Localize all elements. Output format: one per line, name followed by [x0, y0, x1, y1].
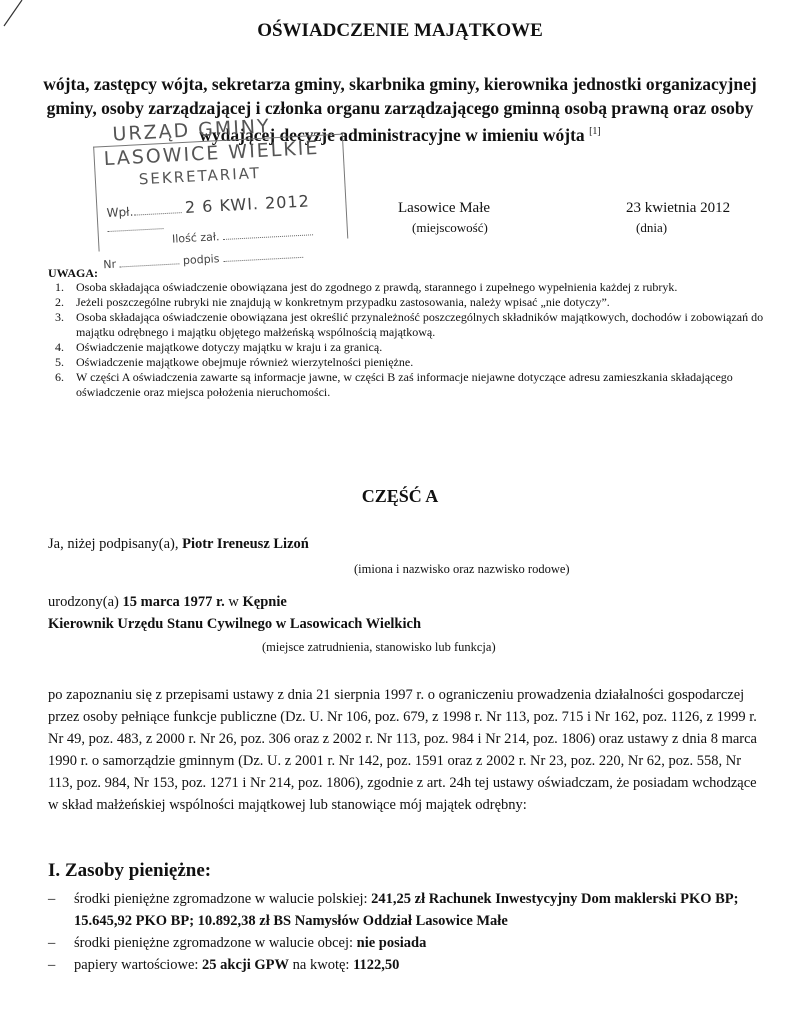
birth-date: 15 marca 1977 r.: [122, 594, 225, 610]
notes-list: [50, 280, 770, 400]
note-number: 4.: [55, 340, 64, 354]
stamp-line2: LASOWICE WIELKIE: [103, 136, 320, 171]
cash-items-list: [48, 888, 758, 976]
stamp-ilosc-label: Ilość zał.: [171, 230, 220, 246]
part-a-heading: CZĘŚĆ A: [361, 486, 439, 506]
position-line: Kierownik Urzędu Stanu Cywilnego w Lasowicach Wielkich: [48, 616, 422, 632]
birth-prefix: urodzony(a): [48, 594, 119, 610]
cash-item-foreign: [48, 932, 758, 954]
note-item: [50, 370, 770, 400]
cash-item-value: 241,25 zł Rachunek Inwestycyjny Dom maklerski PKO BP; 15.645,92 PKO BP; 10.892,38 zł BS Namysłów Oddział Lasowice Małe: [74, 891, 739, 929]
stamp-wpl-label: Wpł.: [106, 204, 134, 221]
cash-item-securities: [48, 954, 758, 976]
stamp-received-date: 2 6 KWI. 2012: [184, 191, 311, 217]
position-caption: (miejsce zatrudnienia, stanowisko lub funkcja): [262, 640, 496, 654]
signer-prefix: Ja, niżej podpisany(a),: [48, 536, 179, 552]
cash-item-label: środki pieniężne zgromadzone w walucie polskiej:: [74, 891, 368, 907]
note-text: Osoba składająca oświadczenie obowiązana jest do zgodnego z prawdą, starannego i zupełnego wypełnienia każdej z rubryk.: [76, 280, 678, 294]
note-text: Jeżeli poszczególne rubryki nie znajdują w konkretnym przypadku zastosowania, należy wpisać „nie dotyczy”.: [76, 295, 610, 309]
note-number: 5.: [55, 355, 64, 369]
note-text: Oświadczenie majątkowe dotyczy majątku w kraju i za granicą.: [76, 340, 383, 354]
birth-in: w: [228, 594, 239, 610]
signer-name-caption: (imiona i nazwisko oraz nazwisko rodowe): [354, 562, 570, 576]
section-heading-cash: I. Zasoby pieniężne:: [48, 860, 212, 881]
signer-line: [48, 536, 309, 553]
note-item: [50, 310, 770, 340]
cash-item-suffix: na kwotę:: [292, 957, 350, 973]
note-text: W części A oświadczenia zawarte są informacje jawne, w części B zaś informacje niejawne dotyczące adresu zamieszkania składającego oświadczenie oraz miejsca położenia nieruchomości.: [76, 370, 733, 399]
cash-item-value: 25 akcji GPW: [202, 957, 290, 973]
note-item: [50, 340, 770, 355]
footnote-marker: [1]: [589, 126, 601, 137]
stamp-line3: SEKRETARIAT: [138, 163, 262, 189]
note-item: [50, 280, 770, 295]
note-number: 3.: [55, 310, 64, 324]
cash-item-value: nie posiada: [356, 935, 427, 951]
note-item: [50, 295, 770, 310]
list-dash: –: [48, 957, 56, 973]
note-number: 1.: [55, 280, 64, 294]
note-text: Oświadczenie majątkowe obejmuje również wierzytelności pieniężne.: [76, 355, 414, 369]
signer-name: Piotr Ireneusz Lizoń: [182, 536, 309, 552]
document-title: OŚWIADCZENIE MAJĄTKOWE: [257, 20, 543, 41]
list-dash: –: [48, 935, 56, 951]
note-text: Osoba składająca oświadczenie obowiązana jest określić przynależność poszczególnych składników majątkowych, dochodów i zobowiązań do majątku odrębnego i majątku objętego małżeńską wspólnością majątkową.: [76, 310, 764, 339]
office-stamp: [92, 112, 352, 285]
stamp-podpis-label: podpis: [182, 252, 220, 268]
cash-item-amount: 1122,50: [353, 957, 400, 973]
notes-label: UWAGA:: [48, 266, 98, 280]
list-dash: –: [48, 891, 56, 907]
cash-item-label: środki pieniężne zgromadzone w walucie obcej:: [74, 935, 354, 951]
subtitle-text: wójta, zastępcy wójta, sekretarza gminy, skarbnika gminy, kierownika jednostki organizacyjnej gminy, osoby zarządzającej i członka organu zarządzającego gminną osobą prawną oraz osoby wydającej decyzje administracyjne w imieniu wójta: [43, 74, 757, 145]
birth-line: [48, 594, 287, 611]
date-caption: (dnia): [636, 220, 668, 235]
stamp-line1: URZĄD GMINY: [111, 115, 272, 146]
cash-item-pln: [48, 888, 758, 932]
note-item: [50, 355, 770, 370]
stamp-nr-label: Nr: [102, 257, 117, 272]
stamp-number: [103, 248, 303, 271]
birth-place: Kępnie: [242, 594, 287, 610]
place-value: Lasowice Małe: [398, 200, 491, 216]
note-number: 2.: [55, 295, 64, 309]
date-value: 23 kwietnia 2012: [626, 200, 731, 216]
cash-item-label: papiery wartościowe:: [74, 957, 199, 973]
note-number: 6.: [55, 370, 64, 384]
legal-statement: po zapoznaniu się z przepisami ustawy z dnia 21 sierpnia 1997 r. o ograniczeniu prowadzenia działalności gospodarczej przez osoby pełniące funkcje publiczne (Dz. U. Nr 106, poz. 679, z 1998 r. Nr 113, poz. 715 i Nr 162, poz. 1126, z 1999 r. Nr 49, poz. 483, z 2000 r. Nr 26, poz. 306 oraz z 2002 r. Nr 113, poz. 984 i Nr 214, poz. 1806) oraz ustawy z dnia 8 marca 1990 r. o samorządzie gminnym (Dz. U. z 2001 r. Nr 142, poz. 1591 oraz z 2002 r. Nr 23, poz. 220, Nr 62, poz. 558, Nr 113, poz. 984, Nr 153, poz. 1271 i Nr 214, poz. 1806), zgodnie z art. 24h tej ustawy oświadczam, że posiadam wchodzące w skład małżeńskiej wspólności majątkowej lub stanowiące mój majątek odrębny:: [48, 687, 757, 813]
place-caption: (miejscowość): [412, 220, 488, 235]
